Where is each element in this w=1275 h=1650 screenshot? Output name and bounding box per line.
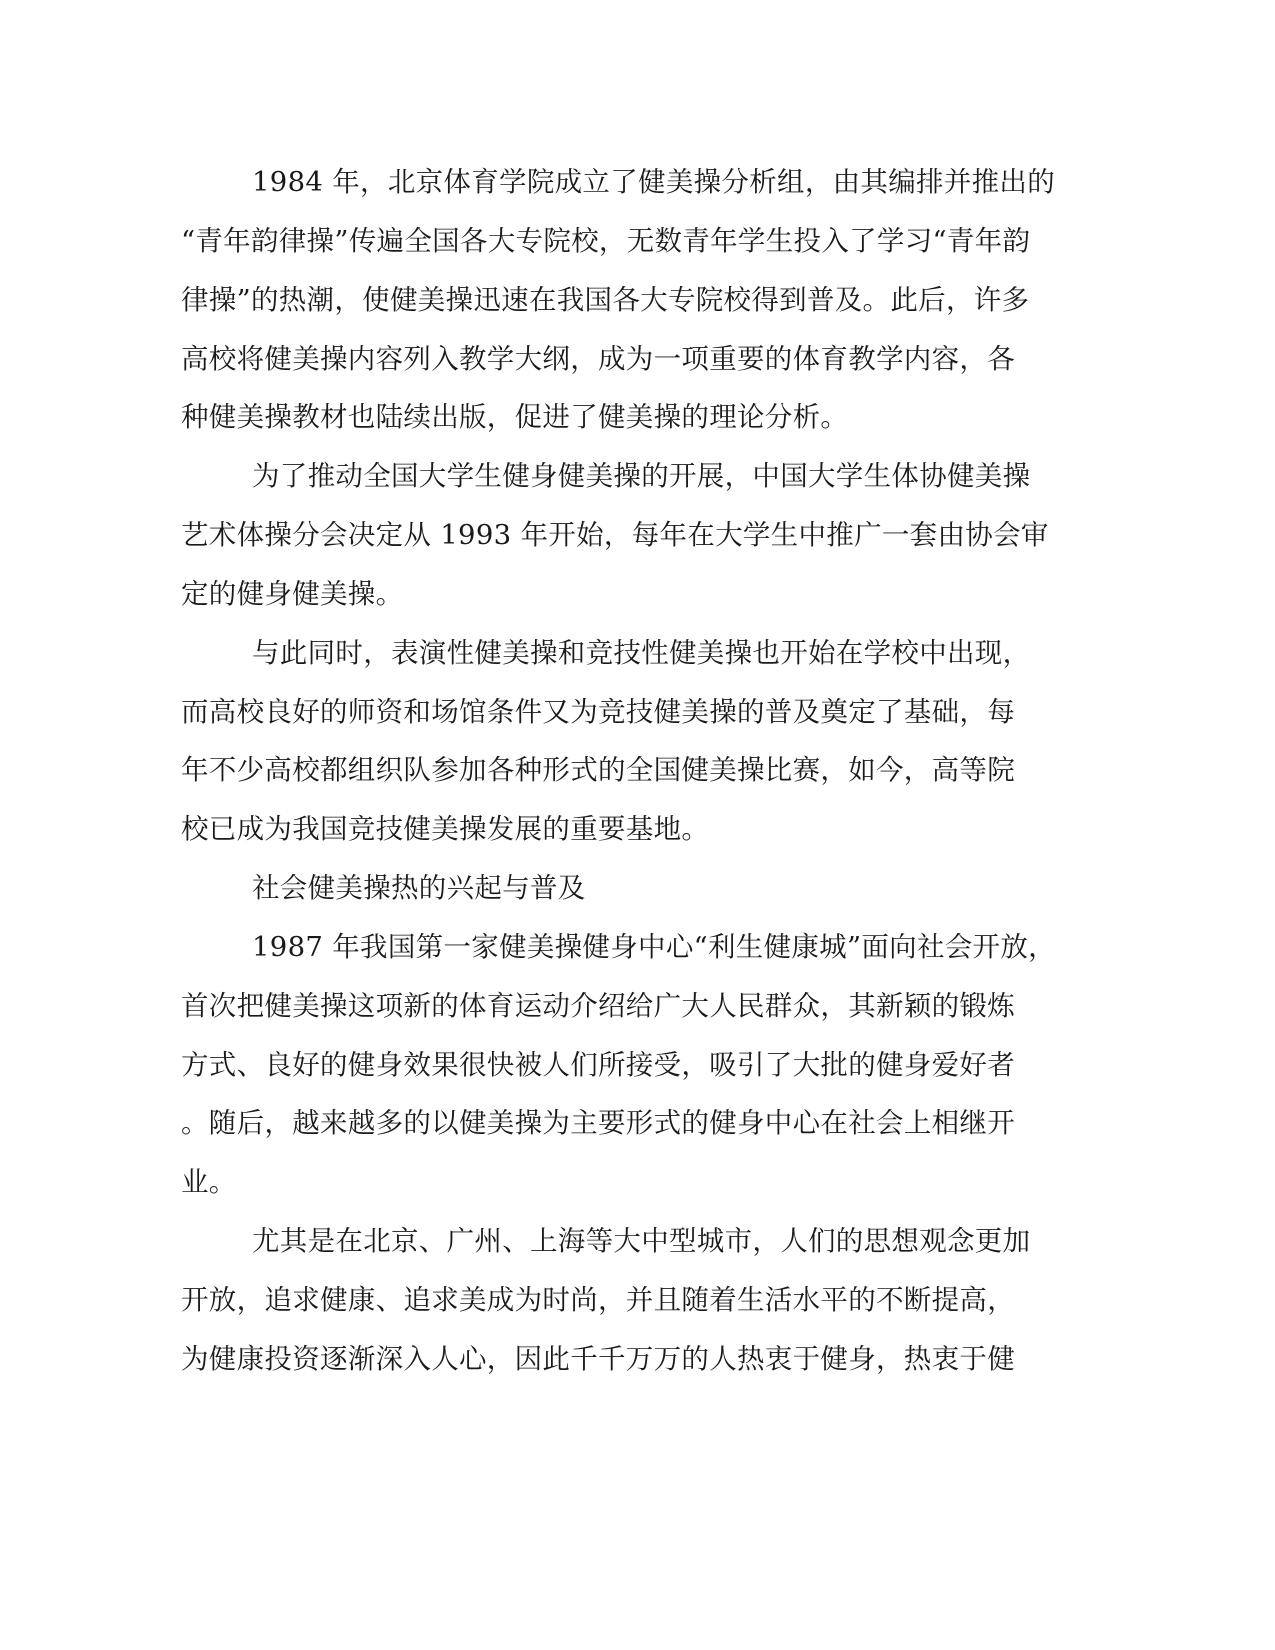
text-line: 与此同时，表演性健美操和竞技性健美操也开始在学校中出现， [252,637,1031,669]
text-line: 业。 [181,1166,237,1198]
text-line: 尤其是在北京、广州、上海等大中型城市，人们的思想观念更加 [252,1225,1031,1257]
text-line: 为了推动全国大学生健身健美操的开展，中国大学生体协健美操 [252,460,1031,492]
text-line: 。随后，越来越多的以健美操为主要形式的健身中心在社会上相继开 [181,1107,1015,1139]
text-line: 高校将健美操内容列入教学大纲，成为一项重要的体育教学内容，各 [181,343,1015,375]
section-heading: 社会健美操热的兴起与普及 [252,872,586,904]
text-line: 定的健身健美操。 [181,578,404,610]
text-line: 校已成为我国竞技健美操发展的重要基地。 [181,813,710,845]
text-line: 为健康投资逐渐深入人心，因此千千万万的人热衷于健身，热衷于健 [181,1343,1015,1375]
text-line: 律操”的热潮，使健美操迅速在我国各大专院校得到普及。此后，许多 [181,284,1030,316]
text-line: 种健美操教材也陆续出版，促进了健美操的理论分析。 [181,401,849,433]
text-line: “青年韵律操”传遍全国各大专院校，无数青年学生投入了学习“青年韵 [181,225,1031,257]
text-line: 艺术体操分会决定从 1993 年开始，每年在大学生中推广一套由协会审 [181,519,1049,551]
text-line: 方式、良好的健身效果很快被人们所接受，吸引了大批的健身爱好者 [181,1049,1015,1081]
text-line: 年不少高校都组织队参加各种形式的全国健美操比赛，如今，高等院 [181,754,1015,786]
text-line: 而高校良好的师资和场馆条件又为竞技健美操的普及奠定了基础，每 [181,696,1015,728]
text-line: 1987 年我国第一家健美操健身中心“利生健康城”面向社会开放， [252,931,1056,963]
text-line: 首次把健美操这项新的体育运动介绍给广大人民群众，其新颖的锻炼 [181,990,1015,1022]
text-line: 1984 年，北京体育学院成立了健美操分析组，由其编排并推出的 [252,166,1056,198]
text-line: 开放，追求健康、追求美成为时尚，并且随着生活水平的不断提高， [181,1284,1015,1316]
